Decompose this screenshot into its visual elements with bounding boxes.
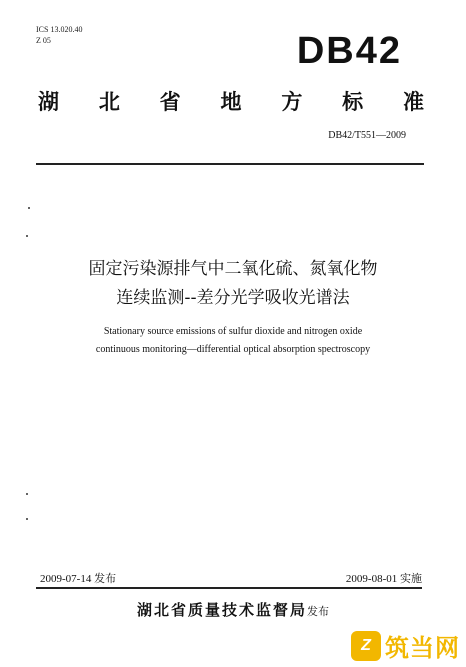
standard-type-char: 方 (281, 90, 303, 114)
bottom-divider (36, 587, 422, 589)
ics-code: ICS 13.020.40 (36, 25, 83, 34)
scan-mark (26, 518, 28, 520)
watermark-badge-icon: Z (351, 631, 381, 661)
english-title-line: Stationary source emissions of sulfur dioxide and nitrogen oxide (103, 326, 363, 337)
publisher-name: 湖北省质量技术监督局 (136, 601, 307, 619)
watermark-text: 筑当网 (385, 634, 460, 662)
chinese-title (20, 255, 446, 313)
english-title (20, 323, 446, 359)
standard-type-char: 准 (402, 90, 424, 114)
top-divider (36, 163, 424, 165)
chinese-title-line: 固定污染源排气中二氧化硫、氮氧化物 (88, 259, 378, 279)
chinese-title-line: 连续监测--差分光学吸收光谱法 (116, 288, 350, 308)
standard-type-char: 标 (342, 90, 364, 114)
standard-type-title (38, 86, 424, 116)
ccs-code: Z 05 (36, 36, 51, 45)
english-title-line: continuous monitoring—differential optical absorption spectroscopy (95, 344, 371, 355)
watermark-logo (351, 628, 460, 663)
document-number: DB42/T551—2009 (328, 130, 406, 141)
scan-mark (26, 235, 28, 237)
standard-type-char: 省 (159, 90, 181, 114)
publisher-suffix: 发布 (307, 605, 329, 618)
standard-type-char: 北 (98, 90, 120, 114)
implement-date: 2009-08-01 实施 (345, 573, 422, 585)
publish-date: 2009-07-14 发布 (40, 573, 117, 585)
standard-type-char: 地 (220, 90, 242, 114)
scan-mark (28, 207, 30, 209)
publisher (60, 599, 406, 620)
scan-mark (26, 493, 28, 495)
standard-type-char: 湖 (38, 90, 59, 114)
standard-code: DB42 (296, 30, 402, 72)
classification-codes (36, 24, 82, 46)
